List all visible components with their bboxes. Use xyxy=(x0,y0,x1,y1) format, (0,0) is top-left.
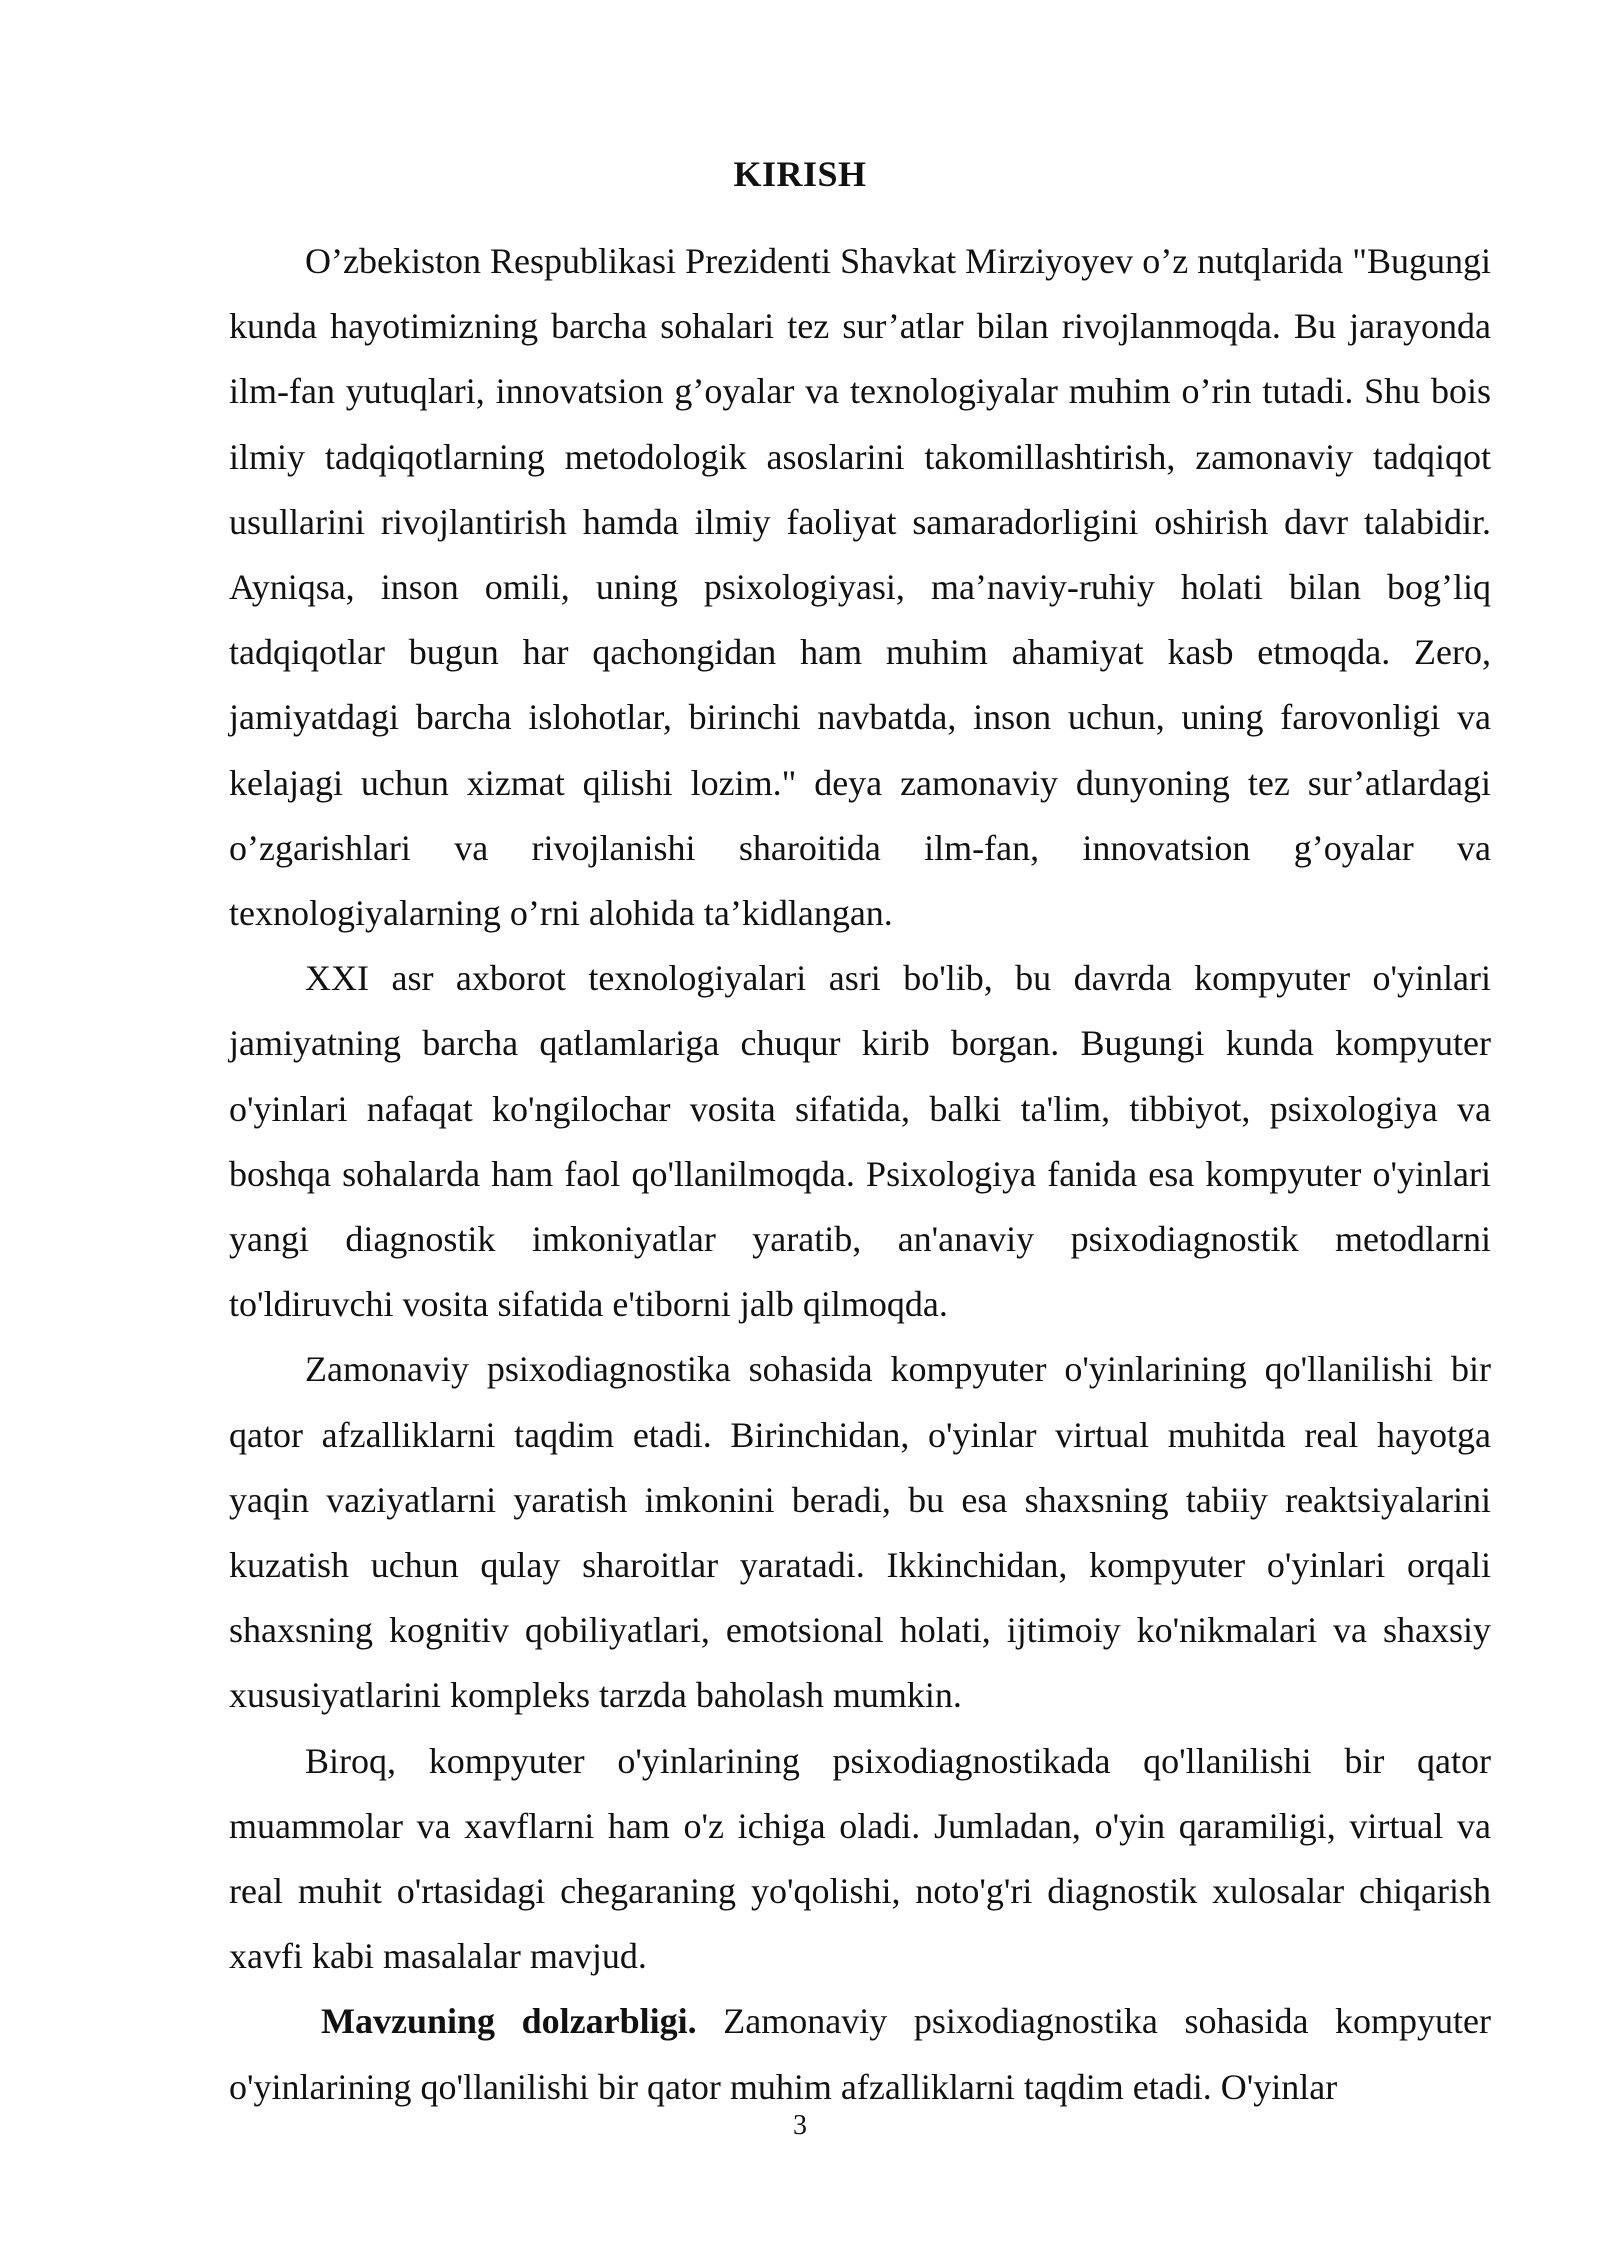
relevance-label: Mavzuning dolzarbligi. xyxy=(321,2001,697,2042)
paragraph-advantages: Zamonaviy psixodiagnostika sohasida kompyuter o'yinlarining qo'llanilishi bir qator afzalliklarni taqdim etadi. Birinchidan, o'yinlar virtual muhitda real hayotga yaqin vaziyatlarni yaratish imkonini beradi, bu esa shaxsning tabiiy reaktsiyalarini kuzatish uchun qulay sharoitlar yaratadi. Ikkinchidan, kompyuter o'yinlari orqali shaxsning kognitiv qobiliyatlari, emotsional holati, ijtimoiy ko'nikmalari va shaxsiy xususiyatlarini kompleks tarzda baholash mumkin. xyxy=(229,1349,1491,1716)
paragraph-president-quote: O’zbekiston Respublikasi Prezidenti Shavkat Mirziyoyev o’z nutqlarida "Bugungi kunda hayotimizning barcha sohalari tez sur’atlar bilan rivojlanmoqda. Bu jarayonda ilm-fan yutuqlari, innovatsion g’oyalar va texnologiyalar muhim o’rin tutadi. Shu bois ilmiy tadqiqotlarning metodologik asoslarini takomillashtirish, zamonaviy tadqiqot usullarini rivojlantirish hamda ilmiy faoliyat samaradorligini oshirish davr talabidir. Ayniqsa, inson omili, uning psixologiyasi, ma’naviy-ruhiy holati bilan bog’liq tadqiqotlar bugun har qachongidan ham muhim ahamiyat kasb etmoqda. Zero, jamiyatdagi barcha islohotlar, birinchi navbatda, inson uchun, uning farovonligi va kelajagi uchun xizmat qilishi lozim." deya zamonaviy dunyoning tez sur’atlardagi o’zgarishlari va rivojlanishi sharoitida ilm-fan, innovatsion g’oyalar va texnologiyalarning o’rni alohida ta’kidlangan. xyxy=(229,241,1491,934)
paragraph-risks: Biroq, kompyuter o'yinlarining psixodiagnostikada qo'llanilishi bir qator muammolar va xavflarni ham o'z ichiga oladi. Jumladan, o'yin qaramiligi, virtual va real muhit o'rtasidagi chegaraning yo'qolishi, noto'g'ri diagnostik xulosalar chiqarish xavfi kabi masalalar mavjud. xyxy=(229,1740,1491,1977)
section-heading: KIRISH xyxy=(733,154,867,194)
page-number: 3 xyxy=(793,2110,807,2141)
body-text xyxy=(229,229,1491,2120)
paragraph-information-age: XXI asr axborot texnologiyalari asri bo'lib, bu davrda kompyuter o'yinlari jamiyatning barcha qatlamlariga chuqur kirib borgan. Bugungi kunda kompyuter o'yinlari nafaqat ko'ngilochar vosita sifatida, balki ta'lim, tibbiyot, psixologiya va boshqa sohalarda ham faol qo'llanilmoqda. Psixologiya fanida esa kompyuter o'yinlari yangi diagnostik imkoniyatlar yaratib, an'anaviy psixodiagnostik metodlarni to'ldiruvchi vosita sifatida e'tiborni jalb qilmoqda. xyxy=(229,958,1491,1325)
paragraph-relevance xyxy=(229,1989,1491,2119)
relevance-text: Zamonaviy psixodiagnostika sohasida kompyuter o'yinlarining qo'llanilishi bir qator muhim afzalliklarni taqdim etadi. O'yinlar xyxy=(229,2001,1492,2107)
